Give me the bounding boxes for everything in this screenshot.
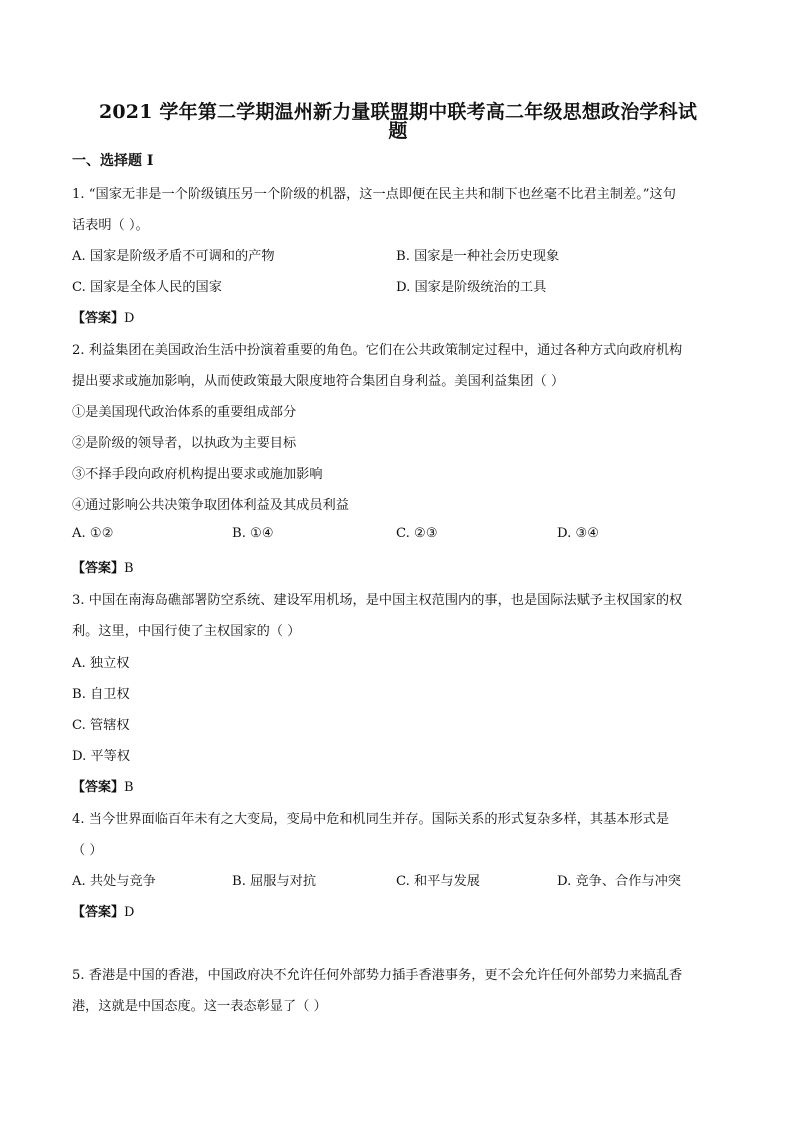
question-1-option-d: D. 国家是阶级统治的工具 xyxy=(396,280,547,295)
question-2-statement-3: ③不择手段向政府机构提出要求或施加影响 xyxy=(72,467,323,482)
question-3-option-d: D. 平等权 xyxy=(72,749,131,764)
question-4-text-line-2: （ ） xyxy=(72,843,103,858)
answer-label: 【答案】 xyxy=(72,780,125,795)
question-4-option-d: D. 竞争、合作与冲突 xyxy=(557,874,681,889)
question-2-option-d: D. ③④ xyxy=(557,526,600,541)
question-2-option-b: B. ①④ xyxy=(232,526,274,541)
question-2-statement-4: ④通过影响公共决策争取团体利益及其成员利益 xyxy=(72,498,349,513)
answer-value: D xyxy=(124,311,135,326)
document-title: 2021 学年第二学期温州新力量联盟期中联考高二年级思想政治学科试 xyxy=(98,101,698,123)
question-5-text-line-1: 5. 香港是中国的香港，中国政府决不允许任何外部势力插手香港事务，更不会允许任何外部势力来搞乱香 xyxy=(72,968,683,983)
question-2-statement-1: ①是美国现代政治体系的重要组成部分 xyxy=(72,405,297,420)
question-4-text-line-1: 4. 当今世界面临百年未有之大变局，变局中危和机同生并存。国际关系的形式复杂多样，其基本形式是 xyxy=(72,812,670,827)
question-4-option-b: B. 屈服与对抗 xyxy=(232,874,317,889)
answer-label: 【答案】 xyxy=(72,311,125,326)
question-2-option-c: C. ②③ xyxy=(396,526,438,541)
section-heading: 一、选择题 I xyxy=(72,153,154,169)
question-2-option-a: A. ①② xyxy=(72,526,114,541)
question-3-option-c: C. 管辖权 xyxy=(72,718,130,733)
question-2-text-line-1: 2. 利益集团在美国政治生活中扮演着重要的角色。它们在公共政策制定过程中，通过各种方式向政府机构 xyxy=(72,343,683,358)
answer-value: B xyxy=(124,561,134,576)
answer-value: B xyxy=(124,780,134,795)
question-2-statement-2: ②是阶级的领导者，以执政为主要目标 xyxy=(72,436,297,451)
question-1-text-line-2: 话表明（ ）。 xyxy=(72,218,149,233)
question-1-option-a: A. 国家是阶级矛盾不可调和的产物 xyxy=(72,249,275,264)
question-3-option-a: A. 独立权 xyxy=(72,656,130,671)
question-3-answer xyxy=(72,776,134,795)
document-title-line2: 题 xyxy=(388,120,408,142)
question-1-option-b: B. 国家是一种社会历史现象 xyxy=(396,249,560,264)
answer-label: 【答案】 xyxy=(72,561,125,576)
question-4-answer xyxy=(72,901,134,920)
question-1-option-c: C. 国家是全体人民的国家 xyxy=(72,280,222,295)
question-1-text-line-1: 1. “国家无非是一个阶级镇压另一个阶级的机器，这一点即便在民主共和制下也丝毫不比君主制差。”这句 xyxy=(72,187,676,202)
question-5-text-line-2: 港，这就是中国态度。这一表态彰显了（ ） xyxy=(72,999,327,1014)
question-4-option-a: A. 共处与竞争 xyxy=(72,874,156,889)
question-3-text-line-2: 利。这里，中国行使了主权国家的（ ） xyxy=(72,624,301,639)
question-3-text-line-1: 3. 中国在南海岛礁部署防空系统、建设军用机场，是中国主权范围内的事，也是国际法赋予主权国家的权 xyxy=(72,593,683,608)
question-2-answer xyxy=(72,557,134,576)
answer-value: D xyxy=(124,905,135,920)
answer-label: 【答案】 xyxy=(72,905,125,920)
question-3-option-b: B. 自卫权 xyxy=(72,687,130,702)
question-2-text-line-2: 提出要求或施加影响，从而使政策最大限度地符合集团自身利益。美国利益集团（ ） xyxy=(72,374,565,389)
question-4-option-c: C. 和平与发展 xyxy=(396,874,480,889)
question-1-answer xyxy=(72,307,134,326)
